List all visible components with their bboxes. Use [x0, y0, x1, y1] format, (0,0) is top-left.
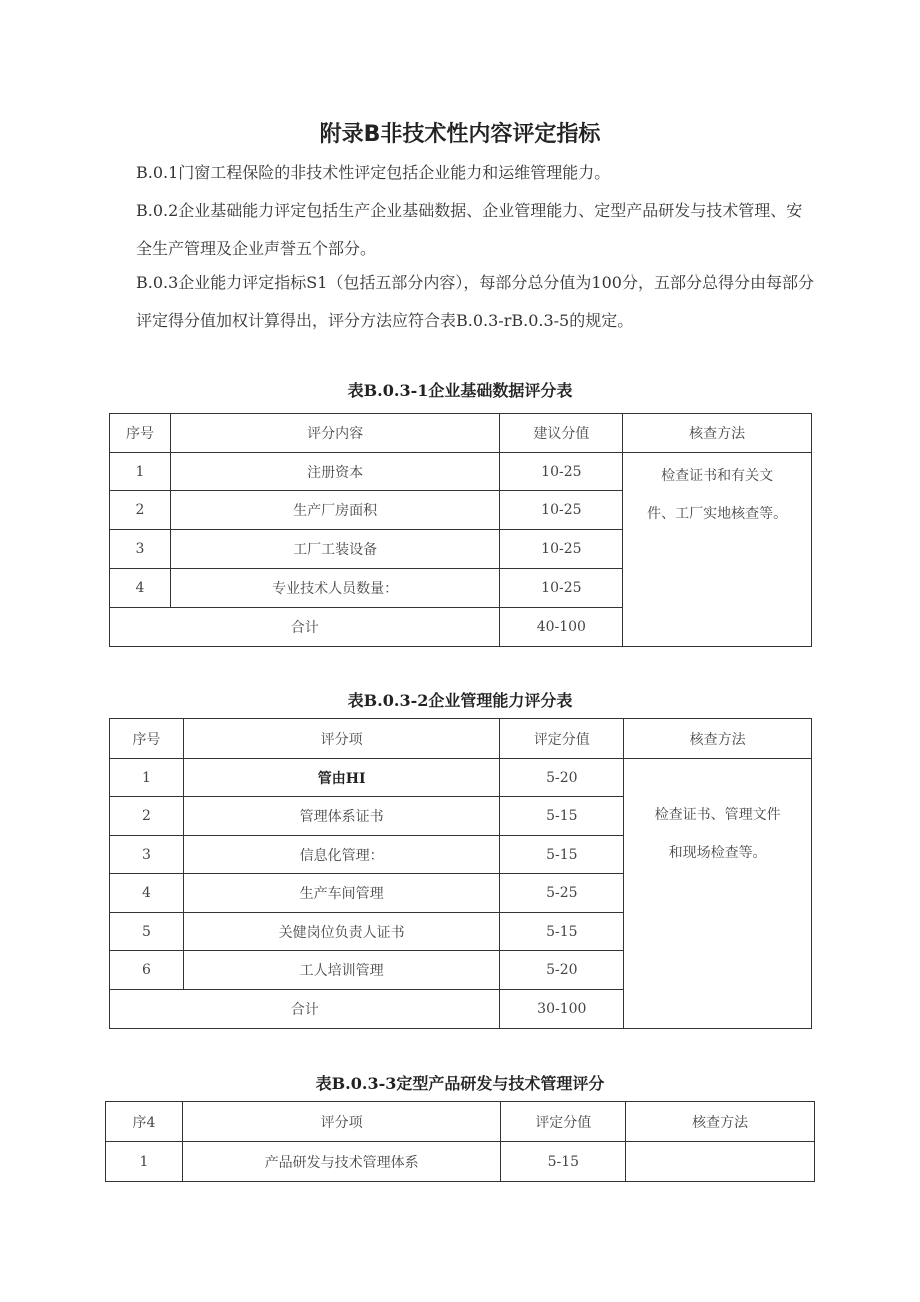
table-header-row	[110, 719, 812, 759]
total-score: 40-100	[500, 608, 623, 647]
row-score: 10-25	[500, 530, 623, 569]
row-score: 10-25	[500, 491, 623, 530]
row-item: 管理体系证书	[183, 797, 500, 836]
header-cell: 建议分值	[500, 414, 623, 453]
row-number: 1	[110, 759, 184, 797]
row-number: 1	[106, 1142, 183, 1182]
row-score: 10-25	[500, 569, 623, 608]
total-label: 合计	[110, 990, 500, 1029]
row-item: 关健岗位负责人证书	[183, 913, 500, 951]
check-method	[624, 759, 812, 1029]
row-score: 5-20	[500, 951, 624, 990]
header-cell: 核查方法	[623, 414, 812, 453]
table1-caption: 表B.0.3-1企业基础数据评分表	[347, 381, 573, 400]
check-method-line: 检查证书和有关文	[661, 468, 774, 484]
row-number: 1	[110, 453, 171, 491]
row-number: 6	[110, 951, 184, 990]
table3	[105, 1101, 815, 1182]
row-score: 10-25	[500, 453, 623, 491]
row-method	[626, 1142, 815, 1182]
row-item: 注册资本	[170, 453, 500, 491]
check-method-line: 和现场检查等。	[668, 844, 767, 861]
header-cell: 评定分值	[500, 719, 624, 759]
table2	[109, 718, 812, 1029]
total-score: 30-100	[500, 990, 624, 1029]
page-title: 附录B非技术性内容评定指标	[319, 122, 601, 147]
table-header-row	[106, 1102, 815, 1142]
row-number: 2	[110, 797, 184, 836]
row-item: 生产车间管理	[183, 874, 500, 913]
header-cell: 评分内容	[170, 414, 500, 453]
paragraph-b03: B.0.3企业能力评定指标S1（包括五部分内容），每部分总分值为100分，五部分总得分由每部分评定得分值加权计算得出，评分方法应符合表B.0.3-rB.0.3-5的规定。	[136, 273, 814, 330]
header-cell: 核查方法	[624, 719, 812, 759]
row-score: 5-15	[500, 797, 624, 836]
header-cell: 序号	[110, 719, 184, 759]
row-item: 产品研发与技术管理体系	[182, 1142, 501, 1182]
row-score: 5-15	[501, 1142, 626, 1182]
row-item: 专业技术人员数量：	[170, 569, 500, 608]
row-score: 5-25	[500, 874, 624, 913]
row-item: 工厂工装设备	[170, 530, 500, 569]
row-score: 5-15	[500, 836, 624, 874]
row-number: 4	[110, 874, 184, 913]
table-row	[106, 1142, 815, 1182]
row-score: 5-20	[500, 759, 624, 797]
check-method-line: 件、工厂实地核查等。	[647, 506, 788, 522]
row-number: 3	[110, 836, 184, 874]
row-number: 3	[110, 530, 171, 569]
paragraph-b02: B.0.2企业基础能力评定包括生产企业基础数据、企业管理能力、定型产品研发与技术管理、安全生产管理及企业声誉五个部分。	[136, 201, 803, 258]
row-number: 5	[110, 913, 184, 951]
table2-caption: 表B.0.3-2企业管理能力评分表	[347, 691, 573, 710]
total-label: 合计	[110, 608, 500, 647]
header-cell: 序4	[106, 1102, 183, 1142]
row-item: 管由HI	[183, 759, 500, 797]
header-cell: 评分项	[182, 1102, 501, 1142]
row-item: 信息化管理：	[183, 836, 500, 874]
row-number: 4	[110, 569, 171, 608]
table1	[109, 413, 812, 647]
header-cell: 评定分值	[501, 1102, 626, 1142]
table-row	[110, 453, 812, 491]
check-method	[623, 453, 812, 647]
row-score: 5-15	[500, 913, 624, 951]
check-method-line: 检查证书、管理文件	[654, 806, 781, 823]
row-number: 2	[110, 491, 171, 530]
header-cell: 评分项	[183, 719, 500, 759]
header-cell: 序号	[110, 414, 171, 453]
header-cell: 核查方法	[626, 1102, 815, 1142]
row-item: 工人培训管理	[183, 951, 500, 990]
table-row	[110, 759, 812, 797]
row-item: 生产厂房面积	[170, 491, 500, 530]
table-header-row	[110, 414, 812, 453]
paragraph-b01: B.0.1门窗工程保险的非技术性评定包括企业能力和运维管理能力。	[136, 163, 611, 182]
table3-caption: 表B.0.3-3定型产品研发与技术管理评分	[315, 1074, 605, 1093]
